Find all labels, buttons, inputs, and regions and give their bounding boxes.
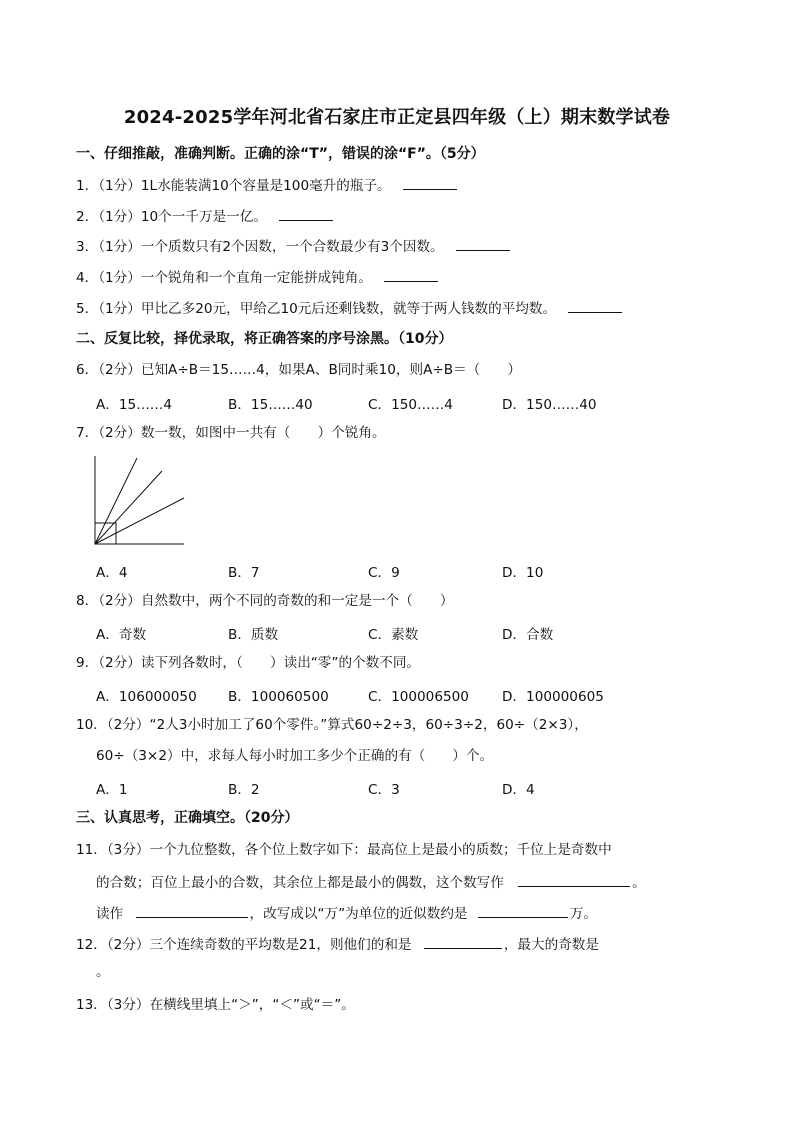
question-8: 8．（2分）自然数中，两个不同的奇数的和一定是一个（ ）: [76, 593, 454, 609]
option-a[interactable]: A．1: [96, 782, 128, 798]
answer-blank[interactable]: [136, 904, 248, 918]
section-2-heading: 二、反复比较，择优录取，将正确答案的序号涂黑。（10分）: [76, 331, 453, 347]
answer-blank[interactable]: [456, 237, 510, 251]
section-3-heading: 三、认真思考，正确填空。（20分）: [76, 810, 299, 826]
question-11-line-2: [96, 873, 646, 892]
exam-title: 2024-2025学年河北省石家庄市正定县四年级（上）期末数学试卷: [123, 107, 671, 128]
question-11-text: ，改写成以“万”为单位的近似数约是: [249, 906, 468, 922]
option-c[interactable]: C．100006500: [368, 689, 469, 705]
option-d[interactable]: D．150……40: [502, 397, 597, 413]
ray-shallow: [95, 498, 184, 544]
option-a[interactable]: A．4: [96, 565, 128, 581]
ray-middle: [95, 471, 162, 544]
question-11-text: 万。: [569, 906, 598, 922]
question-13: 13．（3分）在横线里填上“＞”，“＜”或“＝”。: [76, 997, 355, 1013]
question-11-text: 。: [632, 875, 646, 891]
option-c[interactable]: C．9: [368, 565, 400, 581]
option-c[interactable]: C．3: [368, 782, 400, 798]
question-2: [76, 207, 335, 226]
option-a[interactable]: A．奇数: [96, 627, 147, 643]
question-12-line-1: [76, 935, 599, 954]
question-3: [76, 237, 512, 256]
option-a[interactable]: A．106000050: [96, 689, 197, 705]
question-11-text: 读作: [96, 906, 124, 922]
answer-blank[interactable]: [384, 268, 438, 282]
option-d[interactable]: D．100000605: [502, 689, 604, 705]
question-12-line-2: 。: [96, 964, 110, 980]
option-b[interactable]: B．质数: [228, 627, 279, 643]
option-d[interactable]: D．合数: [502, 627, 554, 643]
question-1-text: 1．（1分）1L水能装满10个容量是100毫升的瓶子。: [76, 178, 391, 194]
question-10-line-2: 60÷（3×2）中，求每人每小时加工多少个正确的有（ ）个。: [96, 748, 494, 764]
option-b[interactable]: B．2: [228, 782, 260, 798]
acute-angle-figure: [86, 452, 190, 550]
answer-blank[interactable]: [568, 299, 622, 313]
question-11-line-3: [96, 904, 597, 923]
option-b[interactable]: B．15……40: [228, 397, 313, 413]
question-3-text: 3．（1分）一个质数只有2个因数，一个合数最少有3个因数。: [76, 239, 444, 255]
option-d[interactable]: D．4: [502, 782, 535, 798]
section-1-heading: 一、仔细推敲，准确判断。正确的涂“T”，错误的涂“F”。（5分）: [76, 146, 485, 162]
question-12-text: 12．（2分）三个连续奇数的平均数是21，则他们的和是: [76, 937, 412, 953]
question-5: [76, 299, 624, 318]
answer-blank[interactable]: [403, 176, 457, 190]
answer-blank[interactable]: [424, 935, 502, 949]
answer-blank[interactable]: [279, 207, 333, 221]
question-5-text: 5．（1分）甲比乙多20元，甲给乙10元后还剩钱数，就等于两人钱数的平均数。: [76, 301, 557, 317]
question-1: [76, 176, 459, 195]
answer-blank[interactable]: [478, 904, 568, 918]
option-b[interactable]: B．100060500: [228, 689, 329, 705]
question-7: 7．（2分）数一数，如图中一共有（ ）个锐角。: [76, 425, 386, 441]
option-a[interactable]: A．15……4: [96, 397, 173, 413]
option-d[interactable]: D．10: [502, 565, 544, 581]
question-11-line-1: 11．（3分）一个九位整数，各个位上数字如下：最高位上是最小的质数；千位上是奇数中: [76, 842, 612, 858]
option-c[interactable]: C．素数: [368, 627, 419, 643]
option-c[interactable]: C．150……4: [368, 397, 453, 413]
question-4: [76, 268, 440, 287]
question-11-text: 的合数；百位上最小的合数，其余位上都是最小的偶数，这个数写作: [96, 875, 504, 891]
question-4-text: 4．（1分）一个锐角和一个直角一定能拼成钝角。: [76, 270, 372, 286]
answer-blank[interactable]: [518, 873, 630, 887]
question-12-text: ，最大的奇数是: [503, 937, 599, 953]
question-10-line-1: 10．（2分）“2人3小时加工了60个零件。”算式60÷2÷3，60÷3÷2，60÷（2×3），: [76, 717, 588, 733]
question-9: 9．（2分）读下列各数时，（ ）读出“零”的个数不同。: [76, 655, 421, 671]
option-b[interactable]: B．7: [228, 565, 260, 581]
question-2-text: 2．（1分）10个一千万是一亿。: [76, 209, 267, 225]
question-6: 6．（2分）已知A÷B＝15……4，如果A、B同时乘10，则A÷B＝（ ）: [76, 362, 522, 378]
